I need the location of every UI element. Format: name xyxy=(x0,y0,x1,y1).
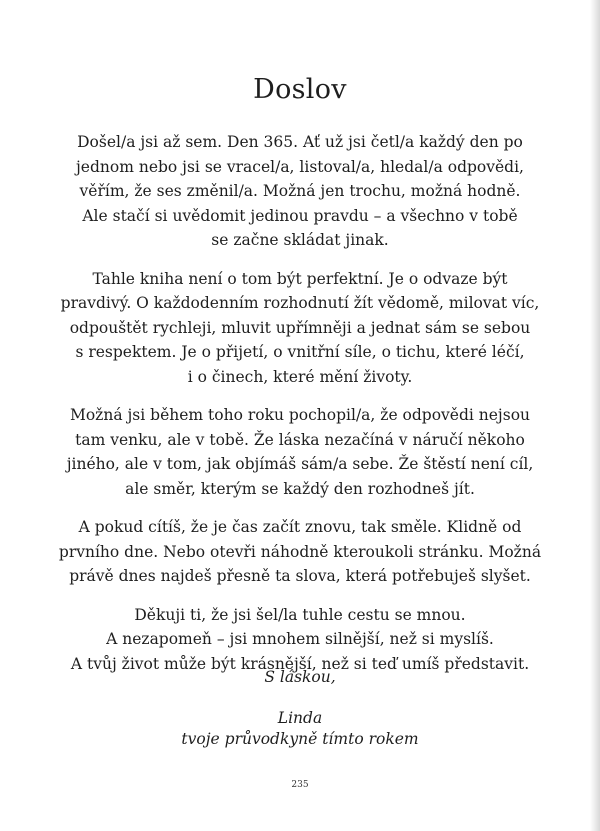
text-line: tam venku, ale v tobě. Že láska nezačíná v náručí někoho xyxy=(75,430,525,449)
text-line: Děkuji ti, že jsi šel/la tuhle cestu se mnou. xyxy=(134,605,466,624)
author-signature-name: Linda xyxy=(277,709,323,727)
text-line: A nezapomeň – jsi mnohem silnější, než si myslíš. xyxy=(106,630,494,648)
closing-greeting: S láskou, xyxy=(264,668,336,686)
author-signature-role: tvoje průvodkyně tímto rokem xyxy=(181,730,419,748)
paragraph-4 xyxy=(48,515,552,589)
text-line: věřím, že ses změnil/a. Možná jen trochu, možná hodně. xyxy=(79,182,521,200)
page-title: Doslov xyxy=(253,74,347,105)
text-line: i o činech, které mění životy. xyxy=(187,367,413,386)
paragraph-3 xyxy=(48,403,552,501)
paragraph-1 xyxy=(48,130,552,253)
afterword-body xyxy=(48,130,552,690)
text-line: Ale stačí si uvědomit jedinou pravdu – a všechno v tobě xyxy=(82,206,518,225)
text-line: Možná jsi během toho roku pochopil/a, že odpovědi nejsou xyxy=(69,406,531,424)
text-line: Došel/a jsi až sem. Den 365. Ať už jsi četl/a každý den po xyxy=(77,133,523,151)
text-line: pravdivý. O každodenním rozhodnutí žít vědomě, milovat víc, xyxy=(60,294,540,312)
text-line: se začne skládat jinak. xyxy=(211,231,389,249)
text-line: odpouštět rychleji, mluvit upřímněji a jednat sám se sebou xyxy=(69,318,531,337)
text-line: A pokud cítíš, že je čas začít znovu, tak směle. Klidně od xyxy=(78,518,522,536)
paragraph-5 xyxy=(48,603,552,677)
text-line: jiného, ale v tom, jak objímáš sám/a sebe. Že štěstí není cíl, xyxy=(66,455,534,473)
text-line: jednom nebo jsi se vracel/a, listoval/a, hledal/a odpovědi, xyxy=(76,157,524,176)
text-line: ale směr, kterým se každý den rozhodneš jít. xyxy=(125,479,475,498)
text-line: právě dnes najdeš přesně ta slova, která potřebuješ slyšet. xyxy=(69,567,531,585)
text-line: Tahle kniha není o tom být perfektní. Je o odvaze být xyxy=(92,269,508,288)
text-line: s respektem. Je o přijetí, o vnitřní síle, o tichu, které léčí, xyxy=(75,343,525,361)
page-number: 235 xyxy=(291,780,309,790)
paragraph-2 xyxy=(48,267,552,390)
text-line: prvního dne. Nebo otevři náhodně kteroukoli stránku. Možná xyxy=(58,542,542,561)
text-line: A tvůj život může být krásnější, než si teď umíš představit. xyxy=(70,654,530,673)
